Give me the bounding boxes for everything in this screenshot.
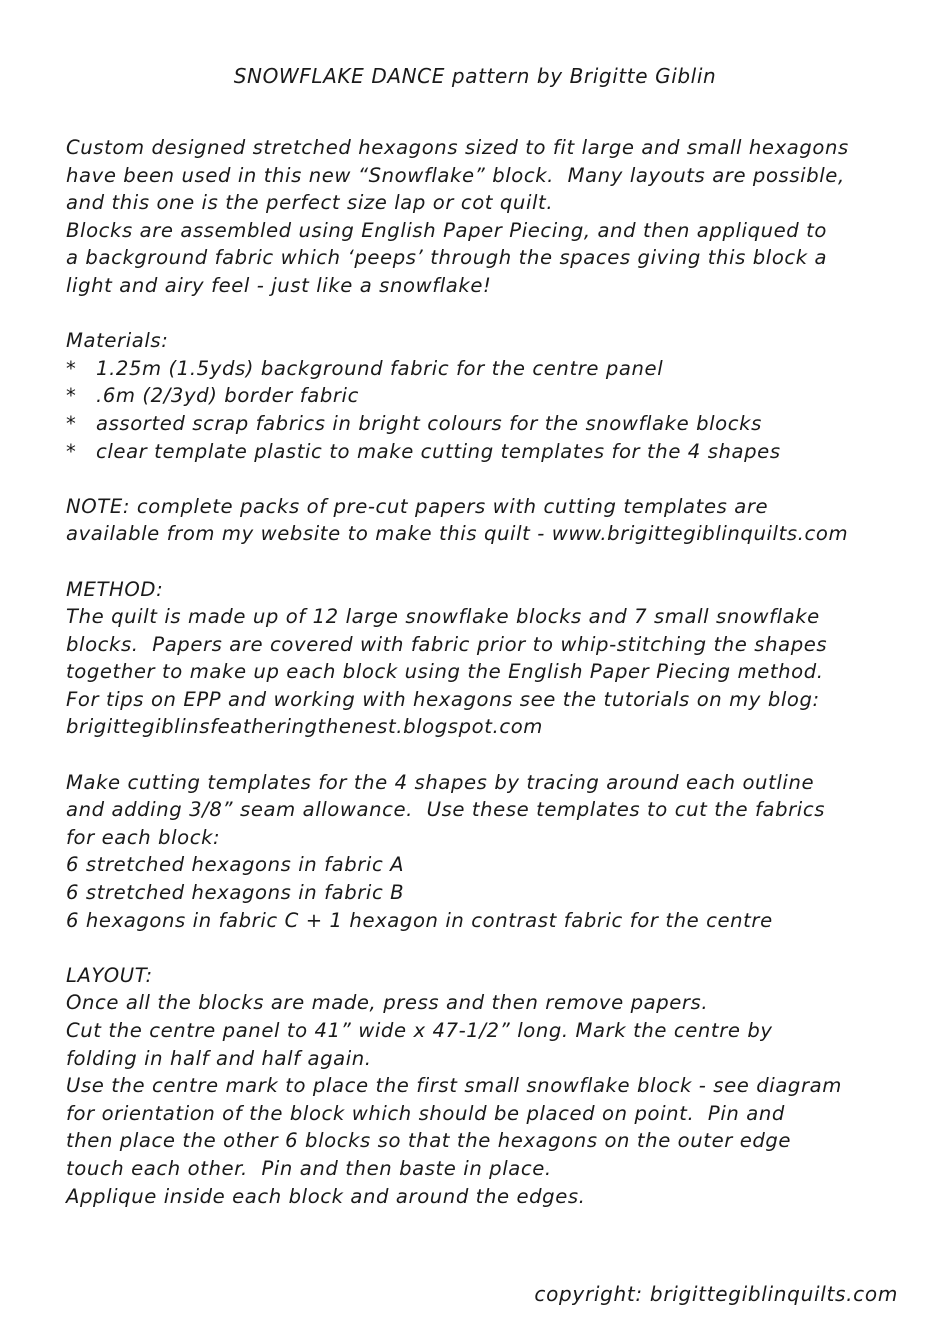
method-line: brigittegiblinsfeatheringthenest.blogspot.com xyxy=(66,715,543,739)
intro-paragraph xyxy=(66,134,926,300)
document-body xyxy=(66,134,926,1210)
bullet-icon: * xyxy=(66,439,77,463)
materials-item xyxy=(66,355,926,383)
materials-item xyxy=(66,410,926,438)
materials-heading: Materials: xyxy=(66,329,169,353)
spacer xyxy=(66,465,926,493)
intro-line: and this one is the perfect size lap or cot quilt. xyxy=(66,191,554,215)
templates-paragraph xyxy=(66,769,926,935)
layout-line: Cut the centre panel to 41” wide x 47-1/2” long. Mark the centre by xyxy=(66,1019,773,1042)
templates-line: 6 stretched hexagons in fabric B xyxy=(66,881,405,905)
method-line: For tips on EPP and working with hexagons see the tutorials on my blog: xyxy=(66,687,820,711)
materials-item xyxy=(66,382,926,410)
intro-line: Blocks are assembled using English Paper Piecing, and then appliqued to xyxy=(66,218,828,242)
materials-item xyxy=(66,438,926,466)
spacer xyxy=(66,548,926,576)
bullet-icon: * xyxy=(66,411,77,435)
materials-item-text: .6m (2/3yd) border fabric xyxy=(96,384,359,408)
spacer xyxy=(66,934,926,962)
materials-item-text: 1.25m (1.5yds) background fabric for the centre panel xyxy=(96,356,664,380)
spacer xyxy=(66,300,926,328)
bullet-icon: * xyxy=(66,356,77,380)
layout-section xyxy=(66,962,926,1210)
templates-line: 6 stretched hexagons in fabric A xyxy=(66,853,405,877)
document-title: SNOWFLAKE DANCE pattern by Brigitte Giblin xyxy=(233,64,717,88)
materials-item-text: assorted scrap fabrics in bright colours for the snowflake blocks xyxy=(96,411,762,435)
note-paragraph xyxy=(66,493,926,548)
layout-line: folding in half and half again. xyxy=(66,1046,372,1070)
method-line: The quilt is made up of 12 large snowflake blocks and 7 small snowflake xyxy=(66,605,820,629)
note-line: available from my website to make this quilt - www.brigittegiblinquilts.com xyxy=(66,522,849,546)
templates-line: 6 hexagons in fabric C + 1 hexagon in contrast fabric for the centre xyxy=(66,908,773,932)
method-line: together to make up each block using the English Paper Piecing method. xyxy=(66,660,824,684)
layout-line: Use the centre mark to place the first small snowflake block - see diagram xyxy=(66,1074,842,1098)
templates-line: and adding 3/8” seam allowance. Use these templates to cut the fabrics xyxy=(66,798,826,822)
method-line: blocks. Papers are covered with fabric prior to whip-stitching the shapes xyxy=(66,632,828,656)
layout-line: then place the other 6 blocks so that the hexagons on the outer edge xyxy=(66,1129,792,1153)
method-heading: METHOD: xyxy=(66,577,164,601)
spacer xyxy=(66,741,926,769)
intro-line: a background fabric which ‘peeps’ through the spaces giving this block a xyxy=(66,246,828,270)
method-section xyxy=(66,576,926,742)
intro-line: have been used in this new “Snowflake” block. Many layouts are possible, xyxy=(66,163,845,187)
bullet-icon: * xyxy=(66,384,77,408)
copyright-footer: copyright: brigittegiblinquilts.com xyxy=(534,1282,898,1306)
note-line: NOTE: complete packs of pre-cut papers with cutting templates are xyxy=(66,494,769,518)
layout-line: touch each other. Pin and then baste in place. xyxy=(66,1156,552,1180)
layout-heading: LAYOUT: xyxy=(66,963,153,987)
layout-line: for orientation of the block which should be placed on point. Pin and xyxy=(66,1101,785,1125)
intro-line: Custom designed stretched hexagons sized to fit large and small hexagons xyxy=(66,136,849,159)
materials-section xyxy=(66,327,926,465)
materials-item-text: clear template plastic to make cutting templates for the 4 shapes xyxy=(96,439,781,463)
layout-line: Applique inside each block and around the edges. xyxy=(66,1184,586,1208)
layout-line: Once all the blocks are made, press and then remove papers. xyxy=(66,991,709,1015)
intro-line: light and airy feel - just like a snowflake! xyxy=(66,273,492,297)
templates-line: Make cutting templates for the 4 shapes by tracing around each outline xyxy=(66,770,815,794)
templates-line: for each block: xyxy=(66,825,221,849)
